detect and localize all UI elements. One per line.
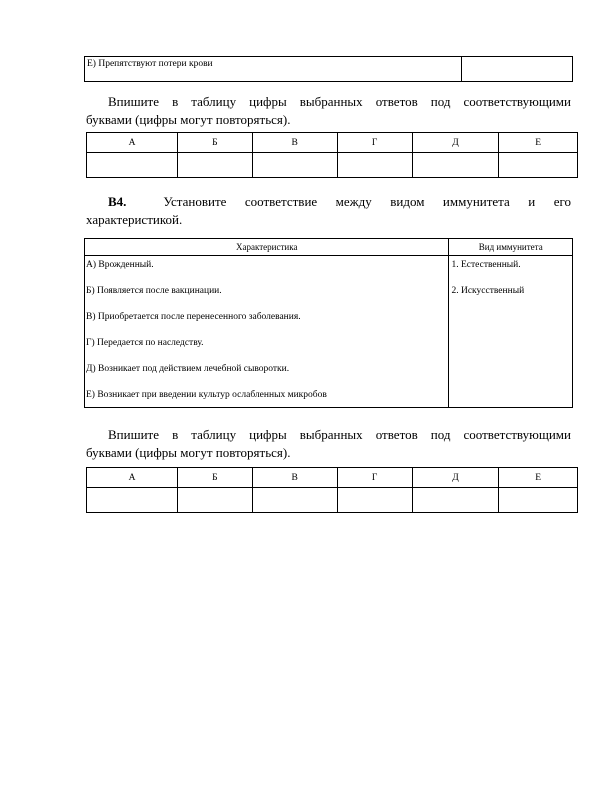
answer-header-cell: А: [87, 468, 178, 488]
answer-header-row: [87, 468, 578, 488]
answer-cell[interactable]: [337, 153, 412, 178]
immunity-types-cell: [449, 256, 573, 408]
answer-header-cell: Б: [178, 133, 253, 153]
answer-header-cell: В: [252, 133, 337, 153]
header-immunity-type: Вид иммунитета: [449, 239, 573, 256]
instruction-paragraph: [86, 93, 571, 129]
answer-header-cell: В: [252, 468, 337, 488]
header-characteristic: Характеристика: [85, 239, 449, 256]
answer-cell[interactable]: [412, 153, 498, 178]
answer-input-row: [87, 153, 578, 178]
matching-table: [84, 238, 573, 408]
question-text-line-2: характеристикой.: [86, 212, 183, 227]
answer-cell[interactable]: [87, 153, 178, 178]
instruction-line-2: буквами (цифры могут повторяться).: [86, 445, 291, 460]
characteristic-item: Е) Возникает при введении культур ослабленных микробов: [86, 390, 327, 400]
answer-table: [86, 467, 578, 513]
characteristic-item: В) Приобретается после перенесенного заболевания.: [86, 312, 301, 322]
characteristics-cell: [85, 256, 449, 408]
answer-header-row: [87, 133, 578, 153]
row-answer-cell[interactable]: [462, 57, 573, 82]
answer-header-cell: Е: [499, 133, 578, 153]
instruction-line-2: буквами (цифры могут повторяться).: [86, 112, 291, 127]
answer-header-cell: Б: [178, 468, 253, 488]
answer-input-row: [87, 488, 578, 513]
answer-cell[interactable]: [252, 488, 337, 513]
question-text-line-1: Установите соответствие между видом иммунитета и его: [163, 194, 571, 209]
instruction-paragraph: [86, 426, 571, 462]
answer-cell[interactable]: [252, 153, 337, 178]
answer-table: [86, 132, 578, 178]
answer-cell[interactable]: [499, 153, 578, 178]
question-number: В4.: [108, 194, 127, 209]
answer-cell[interactable]: [499, 488, 578, 513]
immunity-option: 1. Естественный.: [451, 260, 521, 270]
answer-header-cell: Г: [337, 133, 412, 153]
characteristic-item: А) Врожденный.: [86, 260, 154, 270]
question-b4: [86, 193, 571, 229]
answer-header-cell: Д: [412, 133, 498, 153]
answer-header-cell: А: [87, 133, 178, 153]
answer-header-cell: Г: [337, 468, 412, 488]
matching-header-row: [85, 239, 573, 256]
answer-cell[interactable]: [87, 488, 178, 513]
row-text: Е) Препятствуют потери крови: [85, 57, 462, 82]
instruction-line-1: Впишите в таблицу цифры выбранных ответов под соответствующими: [108, 94, 571, 109]
characteristic-item: Д) Возникает под действием лечебной сыворотки.: [86, 364, 290, 374]
answer-cell[interactable]: [178, 153, 253, 178]
answer-header-cell: Е: [499, 468, 578, 488]
instruction-line-1: Впишите в таблицу цифры выбранных ответов под соответствующими: [108, 427, 571, 442]
previous-question-last-row: [84, 56, 573, 82]
immunity-option: 2. Искусственный: [451, 286, 525, 296]
answer-header-cell: Д: [412, 468, 498, 488]
characteristic-item: Б) Появляется после вакцинации.: [86, 286, 222, 296]
answer-cell[interactable]: [178, 488, 253, 513]
answer-cell[interactable]: [337, 488, 412, 513]
answer-cell[interactable]: [412, 488, 498, 513]
characteristic-item: Г) Передается по наследству.: [86, 338, 204, 348]
